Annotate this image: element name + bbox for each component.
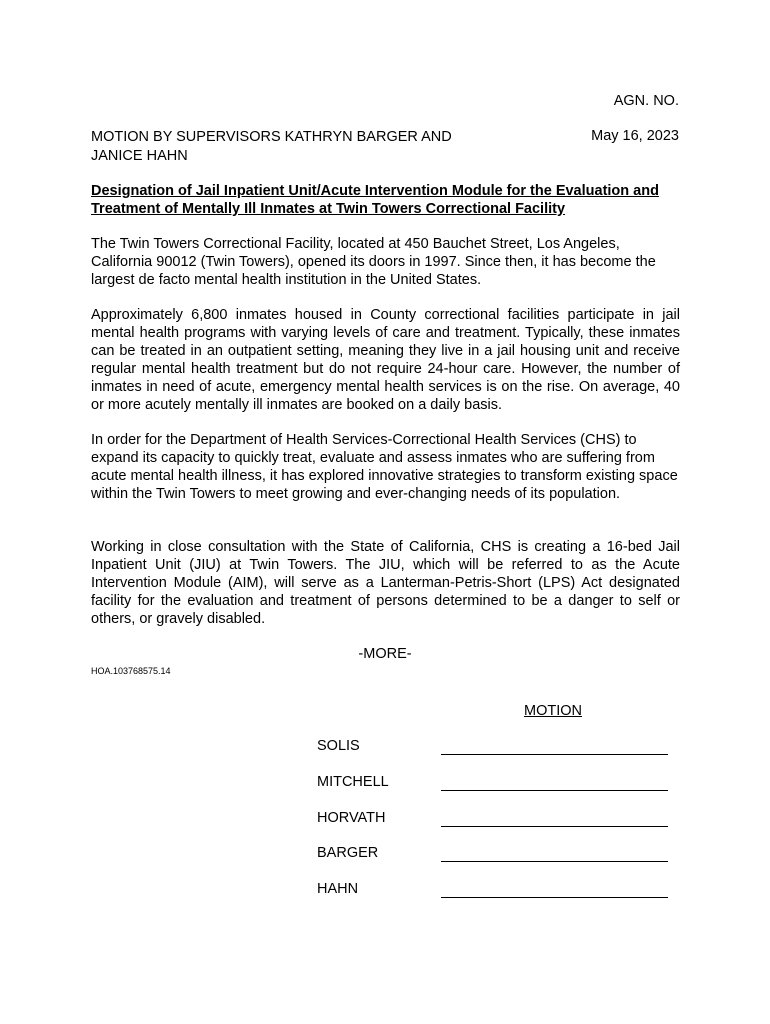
paragraph-1: The Twin Towers Correctional Facility, located at 450 Bauchet Street, Los Angeles, California 90012 (Twin Towers), opened its doors in 1997. Since then, it has become the largest de facto mental health institution in the United States.: [91, 236, 656, 288]
vote-member-name: HAHN: [317, 881, 359, 897]
signature-line: [441, 754, 668, 755]
document-id: HOA.103768575.14: [91, 666, 171, 676]
vote-member-name: BARGER: [317, 845, 379, 861]
paragraph-2: Approximately 6,800 inmates housed in County correctional facilities participate in jail mental health programs with varying levels of care and treatment. Typically, these inmates can be treated in an outpatient setting, meaning they live in a jail housing unit and receive regular mental health treatment but do not require 24-hour care. However, the number of inmates in need of acute, emergency mental health services is on the rise. On average, 40 or more acutely mentally ill inmates are booked on a daily basis.: [91, 307, 680, 413]
signature-line: [441, 861, 668, 862]
vote-row-mitchell: [317, 774, 669, 794]
signature-line: [441, 897, 668, 898]
signature-line: [441, 790, 668, 791]
vote-row-solis: [317, 738, 669, 758]
vote-member-name: SOLIS: [317, 738, 360, 754]
motion-by-line-1: MOTION BY SUPERVISORS KATHRYN BARGER AND: [91, 129, 452, 145]
paragraph-4: Working in close consultation with the State of California, CHS is creating a 16-bed Jail Inpatient Unit (JIU) at Twin Towers. The JIU, which will be referred to as the Acute Intervention Module (AIM), will serve as a Lanterman-Petris-Short (LPS) Act designated facility for the evaluation and treatment of persons determined to be a danger to self or others, or gravely disabled.: [91, 539, 680, 627]
vote-member-name: HORVATH: [317, 810, 386, 826]
motion-by-line-2: JANICE HAHN: [91, 148, 188, 164]
vote-heading: MOTION: [524, 703, 582, 719]
vote-member-name: MITCHELL: [317, 774, 389, 790]
paragraph-3: In order for the Department of Health Services-Correctional Health Services (CHS) to expand its capacity to quickly treat, evaluate and assess inmates who are suffering from acute mental health illness, it has explored innovative strategies to transform existing space within the Twin Towers to meet growing and ever-changing needs of its population.: [91, 432, 678, 502]
agenda-number: AGN. NO.: [613, 93, 679, 109]
motion-title: Designation of Jail Inpatient Unit/Acute Intervention Module for the Evaluation and Treatment of Mentally Ill Inmates at Twin Towers Correctional Facility: [91, 183, 659, 217]
signature-line: [441, 826, 668, 827]
motion-by: [91, 128, 511, 166]
vote-row-barger: [317, 845, 669, 865]
vote-row-hahn: [317, 881, 669, 901]
vote-row-horvath: [317, 810, 669, 830]
more-marker: -MORE-: [358, 646, 412, 662]
motion-date: May 16, 2023: [591, 128, 679, 144]
